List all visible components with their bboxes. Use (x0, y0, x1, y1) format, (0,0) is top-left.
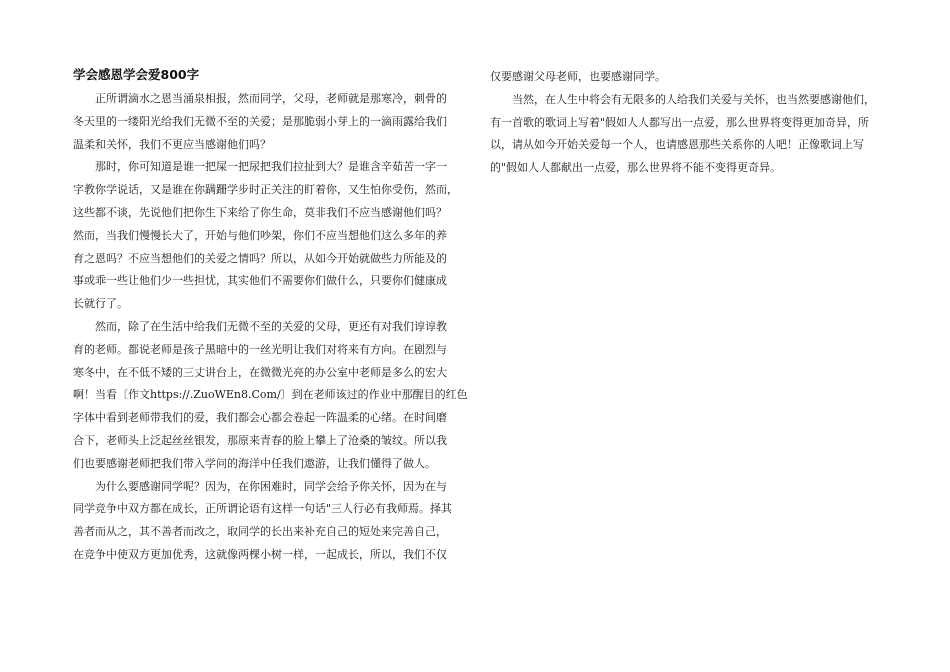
text-line: 正所谓滴水之恩当涌泉相报，然而同学，父母，老师就是那寒冷，刺骨的 (95, 92, 447, 105)
paragraph-parents (73, 156, 457, 316)
text-line: 以，请从如今开始关爱每一个人，也请感恩那些关系你的人吧！正像歌词上写 (490, 138, 864, 152)
text-line: 在竞争中使双方更加优秀，这就像两棵小树一样，一起成长，所以，我们不仅 (73, 547, 447, 561)
paragraph-classmates (73, 476, 457, 567)
text-line: 长就行了。 (73, 297, 128, 311)
paragraph-teachers (73, 316, 468, 476)
paragraph-continuation (490, 66, 877, 89)
text-line: 字体中看到老师带我们的爱，我们都会心都会卷起一阵温柔的心绪。在时间磨 (73, 411, 447, 425)
text-line: 善者而从之，其不善者而改之，取同学的长出来补充自己的短处来完善自己， (73, 525, 447, 539)
text-line: 这些都不谈，先说他们把你生下来给了你生命，莫非我们不应当感谢他们吗？ (73, 205, 447, 219)
text-line: 仅要感谢父母老师，也要感谢同学。 (490, 70, 666, 83)
text-line: 有一首歌的歌词上写着"假如人人都写出一点爱，那么世界将变得更加奇异，所 (490, 115, 870, 129)
text-line: 然而，当我们慢慢长大了，开始与他们吵架，你们不应当想他们这么多年的养 (73, 228, 447, 242)
text-line: 温柔和关怀，我们不更应当感谢他们吗？ (73, 137, 271, 151)
text-line: 合下，老师头上泛起丝丝银发，那原来青春的脸上攀上了沧桑的皱纹。所以我 (73, 433, 447, 447)
left-column (73, 66, 468, 567)
text-line: 冬天里的一缕阳光给我们无微不至的关爱；是那脆弱小芽上的一滴雨露给我们 (73, 114, 447, 128)
text-line: 育的老师。都说老师是孩子黑暗中的一丝光明让我们对将来有方向。在剧烈与 (73, 342, 447, 356)
text-line: 同学竞争中双方都在成长，正所谓论语有这样一句话"三人行必有我师焉。择其 (73, 502, 453, 516)
paragraph-conclusion (490, 89, 877, 180)
text-line: 寒冬中，在不低不矮的三丈讲台上，在微微光亮的办公室中老师是多么的宏大 (73, 365, 447, 379)
document-title: 学会感恩学会爱800字 (73, 67, 200, 82)
text-line: 然而，除了在生活中给我们无微不至的关爱的父母，更还有对我们谆谆教 (95, 319, 447, 333)
text-line: 啊！当看〔作文https://.ZuoWEn8.Com/〕到在老师该过的作业中那醒目的红色 (73, 388, 468, 402)
text-line: 当然，在人生中将会有无限多的人给我们关爱与关怀，也当然要感谢他们， (512, 92, 875, 106)
text-line: 那时，你可知道是谁一把屎一把尿把我们拉扯到大？是谁含辛茹苦一字一 (95, 160, 447, 174)
right-column (490, 66, 877, 180)
paragraph-intro (73, 88, 457, 156)
text-line: 为什么要感谢同学呢？因为，在你困难时，同学会给予你关怀，因为在与 (95, 479, 447, 493)
text-line: 们也要感谢老师把我们带入学问的海洋中任我们遨游，让我们懂得了做人。 (73, 456, 436, 470)
text-line: 育之恩吗？不应当想他们的关爱之情吗？所以，从如今开始就做些力所能及的 (73, 251, 447, 265)
text-line: 的"假如人人都献出一点爱，那么世界将不能不变得更奇异。 (490, 161, 782, 175)
text-line: 事或乖一些让他们少一些担忧，其实他们不需要你们做什么，只要你们健康成 (73, 274, 447, 288)
text-line: 字教你学说话，又是谁在你蹒跚学步时正关注的盯着你，又生怕你受伤，然而， (73, 183, 458, 197)
